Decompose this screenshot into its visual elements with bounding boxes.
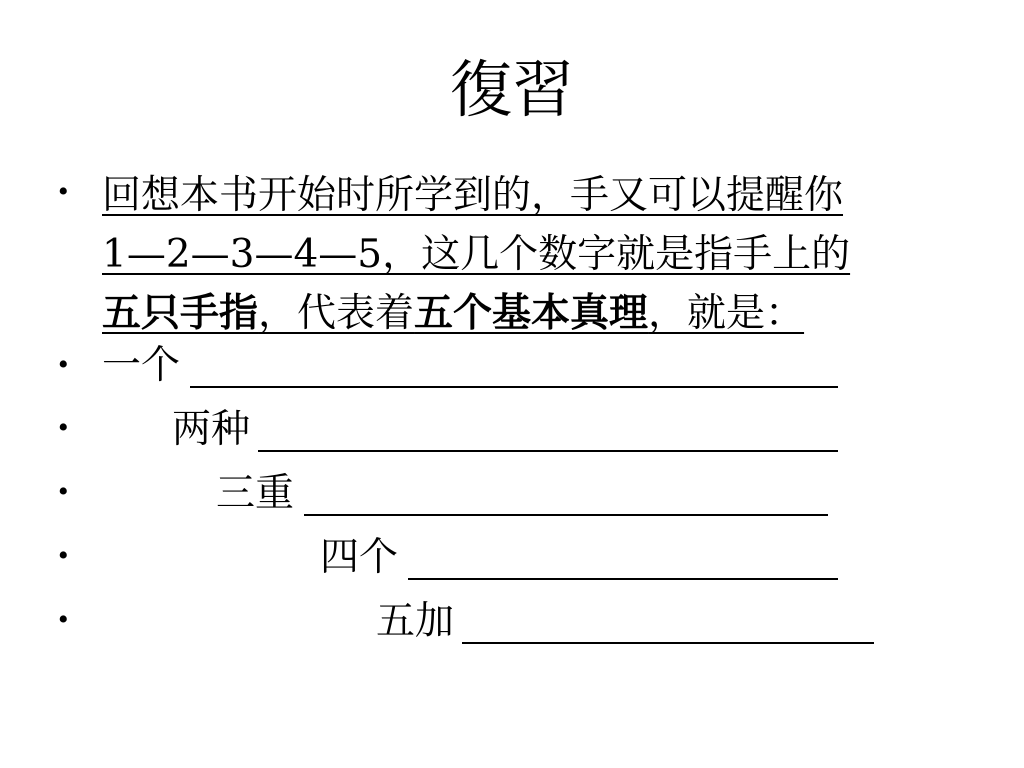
fill-item-row [0, 528, 1024, 588]
bullet-point: • [58, 348, 69, 381]
fill-item-label: 四个 [320, 535, 399, 580]
fill-item-label: 两种 [172, 407, 251, 452]
intro-paragraph [102, 166, 972, 343]
answer-blank[interactable] [190, 386, 838, 388]
bullet-point: • [58, 603, 69, 636]
answer-blank[interactable] [462, 642, 874, 644]
fill-item-row [0, 400, 1024, 460]
fill-item-row [0, 592, 1024, 652]
fill-item-row [0, 336, 1024, 396]
answer-blank[interactable] [258, 450, 838, 452]
fill-item-label: 三重 [216, 471, 295, 516]
intro-line-2: 1—2—3—4—5，这几个数字就是指手上的 [102, 232, 851, 277]
bullet-point: • [58, 175, 69, 208]
intro-line-1: 回想本书开始时所学到的，手又可以提醒你 [102, 173, 844, 218]
five-fingers-text: 五只手指 [102, 291, 259, 336]
answer-blank[interactable] [408, 578, 838, 580]
bullet-point: • [58, 539, 69, 572]
namely-text: ，就是： [648, 291, 805, 336]
bullet-point: • [58, 475, 69, 508]
bullet-point: • [58, 411, 69, 444]
page-title: 復習 [449, 53, 574, 126]
fill-item-label: 一个 [102, 343, 181, 388]
answer-blank[interactable] [304, 514, 828, 516]
fill-item-row [0, 464, 1024, 524]
fill-item-label: 五加 [376, 599, 455, 644]
represents-text: ，代表着 [258, 291, 415, 336]
intro-line-3 [102, 284, 972, 343]
five-truths-text: 五个基本真理 [414, 291, 649, 336]
